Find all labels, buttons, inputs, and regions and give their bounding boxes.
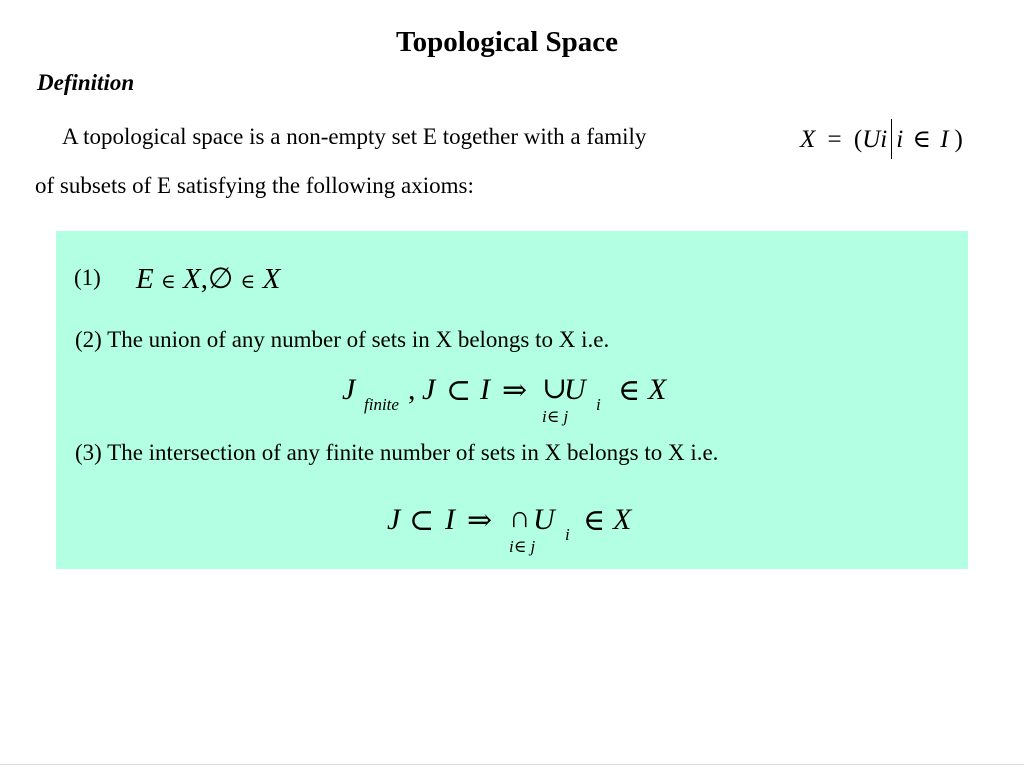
intro-text-line-2: of subsets of E satisfying the following axioms: [35, 173, 474, 198]
a2-symbol-u: U [564, 373, 586, 406]
a2-union-operator: ∪ [542, 372, 568, 405]
a1-symbol-x-2: X [262, 263, 281, 295]
a1-empty-set: ∅ [208, 263, 234, 295]
a2-symbol-j-2: J [422, 373, 436, 406]
a3-symbol-x: X [613, 503, 632, 536]
axiom-1-formula [136, 261, 280, 296]
a3-intersection-subscript: i∈ j [509, 537, 536, 556]
a3-subset: ⊂ [409, 504, 435, 537]
a3-symbol-j: J [387, 503, 401, 536]
intro-text-line-1: A topological space is a non-empty set E together with a family [62, 124, 647, 149]
axiom-3-formula [56, 501, 968, 561]
a3-implies: ⇒ [467, 504, 493, 537]
axiom-2-text: (2) The union of any number of sets in X belongs to X i.e. [75, 327, 610, 352]
a3-symbol-i: I [445, 503, 455, 536]
a2-union-subscript: i∈ j [542, 407, 569, 426]
a3-intersection-operator: ∩ [509, 501, 531, 534]
a2-symbol-x: X [648, 373, 667, 406]
a2-u-subscript: i [596, 395, 601, 414]
a2-comma: , [408, 373, 416, 406]
a1-element-of-1: ∈ [160, 271, 176, 293]
formula-symbol-x: X [800, 126, 816, 153]
a2-implies: ⇒ [502, 374, 528, 407]
axiom-2-formula [56, 371, 968, 431]
formula-element-of: ∈ [912, 126, 931, 153]
formula-symbol-i: i [896, 126, 904, 153]
family-formula [800, 119, 963, 159]
axiom-3-text: (3) The intersection of any finite number of sets in X belongs to X i.e. [75, 440, 719, 465]
formula-open-paren: ( [853, 126, 863, 153]
formula-equals: = [827, 126, 842, 153]
axioms-box [56, 231, 968, 569]
a3-symbol-u: U [533, 503, 555, 536]
formula-divider [891, 119, 892, 159]
a2-symbol-j: J [342, 373, 356, 406]
bottom-divider [0, 764, 1024, 765]
a2-subscript-finite: finite [364, 395, 399, 414]
a1-symbol-e: E [136, 263, 154, 295]
a3-element-of: ∈ [583, 504, 606, 537]
a2-symbol-i: I [480, 373, 490, 406]
definition-label: Definition [37, 70, 135, 95]
a2-subset: ⊂ [446, 374, 472, 407]
formula-symbol-ui: Ui [862, 126, 888, 153]
a1-symbol-x-1: X [183, 263, 201, 295]
a3-u-subscript: i [565, 525, 570, 544]
formula-close-paren: ) [954, 126, 963, 153]
a1-element-of-2: ∈ [240, 271, 256, 293]
slide-title: Topological Space [395, 26, 619, 58]
axiom-1-number: (1) [74, 265, 101, 290]
a1-comma: , [200, 263, 208, 295]
formula-index-set: I [940, 126, 949, 153]
a2-element-of: ∈ [618, 374, 641, 407]
